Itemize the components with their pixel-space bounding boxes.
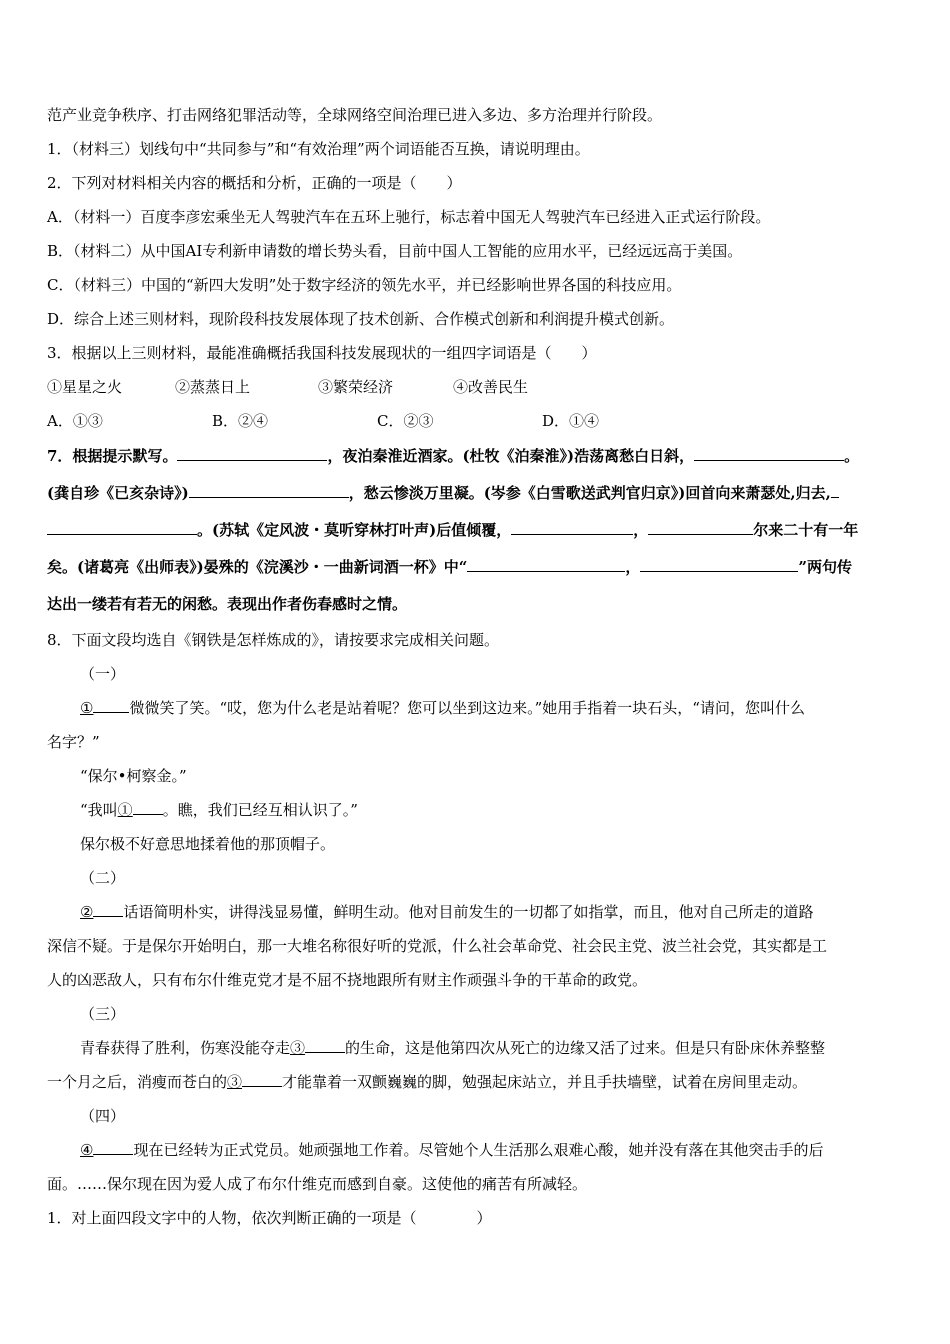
blank-marker: ② [80,903,94,921]
choice: D．①④ [542,412,600,430]
passage-text: 微微笑了笑。“哎，您为什么老是站着呢？您可以坐到这边来。”她用手指着一块石头，“请问，您叫什么 [129,699,805,717]
answer-blank[interactable] [467,556,625,572]
q7-line-5: 达出一缕若有若无的闲愁。表现出作者伤春感时之情。 [47,595,408,613]
answer-blank[interactable] [831,482,839,498]
question-8: 8．下面文段均选自《钢铁是怎样炼成的》，请按要求完成相关问题。 [47,631,500,649]
document-page [47,98,909,1235]
blank-marker: ① [80,699,94,717]
section-heading: （二） [80,869,126,887]
q3-choices [47,404,909,438]
option-a: A．（材料一）百度李彦宏乘坐无人驾驶汽车在五环上驰行，标志着中国无人驾驶汽车已经进入正式运行阶段。 [47,208,771,226]
q3-word-options [47,370,909,404]
answer-blank[interactable] [93,901,123,917]
blank-marker: ④ [80,1141,94,1159]
answer-blank[interactable] [511,519,633,535]
passage-text: 青春获得了胜利，伤寒没能夺走 [80,1039,291,1057]
q7-text: ， [625,558,641,576]
answer-blank[interactable] [93,1139,133,1155]
q7-line-1 [47,438,909,475]
answer-blank[interactable] [177,445,327,461]
answer-blank[interactable] [133,799,163,815]
word-option: ③繁荣经济 [318,378,394,396]
answer-blank[interactable] [242,1071,282,1087]
passage-line [47,1031,909,1065]
passage-text: 的生命，这是他第四次从死亡的边缘又活了过来。但是只有卧床休养整整 [345,1039,826,1057]
q7-text: 。 [844,447,860,465]
passage-text: “我叫 [80,801,118,819]
q7-text: 矣。(诸葛亮《出师表》)晏殊的《浣溪沙・一曲新词酒一杯》中“ [47,558,468,576]
q7-text: 。(苏轼《定风波・莫听穿林打叶声)后值倾覆， [197,521,512,539]
q7-text: ，愁云惨淡万里凝。(岑参《白雪歌送武判官归京》)回首向来萧瑟处,归去, [348,484,831,502]
passage-line [47,1065,909,1099]
choice: A．①③ [47,412,103,430]
question-3: 3．根据以上三则材料，最能准确概括我国科技发展现状的一组四字词语是（ ） [47,344,597,362]
passage-line [47,691,909,725]
word-option: ②蒸蒸日上 [175,378,251,396]
sub-question-1: 1．对上面四段文字中的人物，依次判断正确的一项是（ ） [47,1209,492,1227]
question-2: 2．下列对材料相关内容的概括和分析，正确的一项是（ ） [47,174,462,192]
answer-blank[interactable] [47,519,197,535]
passage-text: 一个月之后，消瘦而苍白的 [47,1073,228,1091]
choice: C．②③ [377,412,434,430]
q7-text: ，夜泊秦淮近酒家。(杜牧《泊秦淮》)浩荡离愁白日斜， [327,447,695,465]
passage-line: 人的凶恶敌人，只有布尔什维克党才是不屈不挠地跟所有财主作顽强斗争的干革命的政党。 [47,971,648,989]
passage-text: 。瞧，我们已经互相认识了。” [162,801,358,819]
answer-blank[interactable] [640,556,798,572]
choice: B．②④ [212,412,269,430]
passage-text: 话语简明朴实，讲得浅显易懂，鲜明生动。他对目前发生的一切都了如指掌，而且，他对自己所走的道路 [123,903,814,921]
answer-blank[interactable] [305,1037,345,1053]
word-option: ④改善民生 [453,378,529,396]
passage-text: 才能靠着一双颤巍巍的脚，勉强起床站立，并且手扶墙壁，试着在房间里走动。 [282,1073,808,1091]
passage-text: 现在已经转为正式党员。她顽强地工作着。尽管她个人生活那么艰难心酸，她并没有落在其他突击手的后 [133,1141,824,1159]
answer-blank[interactable] [648,519,753,535]
text-line: 范产业竞争秩序、打击网络犯罪活动等，全球网络空间治理已进入多边、多方治理并行阶段。 [47,106,663,124]
word-option: ①星星之火 [47,378,123,396]
question-1: 1．（材料三）划线句中“共同参与”和“有效治理”两个词语能否互换，请说明理由。 [47,140,590,158]
passage-line [47,793,909,827]
passage-line: 保尔极不好意思地揉着他的那顶帽子。 [80,835,336,853]
q7-text: ， [633,521,649,539]
blank-marker: ① [117,801,133,819]
passage-line: “保尔•柯察金。” [80,767,187,785]
passage-line: 名字？” [47,733,100,751]
blank-marker: ③ [227,1073,243,1091]
q7-line-3 [47,512,909,549]
q7-line-2 [47,475,909,512]
q7-text: 尔来二十有一年 [753,521,859,539]
passage-line: 面。……保尔现在因为爱人成了布尔什维克而感到自豪。这使他的痛苦有所减轻。 [47,1175,588,1193]
option-c: C．（材料三）中国的“新四大发明”处于数字经济的领先水平，并已经影响世界各国的科技应用。 [47,276,682,294]
passage-line: 深信不疑。于是保尔开始明白，那一大堆名称很好听的党派，什么社会革命党、社会民主党、波兰社会党，其实都是工 [47,937,828,955]
option-b: B．（材料二）从中国AI专利新申请数的增长势头看，目前中国人工智能的应用水平，已经远远高于美国。 [47,242,743,260]
answer-blank[interactable] [694,445,844,461]
q7-text: ”两句传 [798,558,852,576]
section-heading: （一） [80,665,126,683]
passage-line [47,895,909,929]
q7-line-4 [47,549,909,586]
q7-text: 7．根据提示默写。 [47,447,178,465]
section-heading: （三） [80,1005,126,1023]
answer-blank[interactable] [189,482,349,498]
answer-blank[interactable] [93,697,129,713]
option-d: D．综合上述三则材料，现阶段科技发展体现了技术创新、合作模式创新和利润提升模式创新。 [47,310,675,328]
q7-text: (龚自珍《已亥杂诗》) [47,484,189,502]
blank-marker: ③ [290,1039,306,1057]
section-heading: （四） [80,1107,126,1125]
passage-line [47,1133,909,1167]
